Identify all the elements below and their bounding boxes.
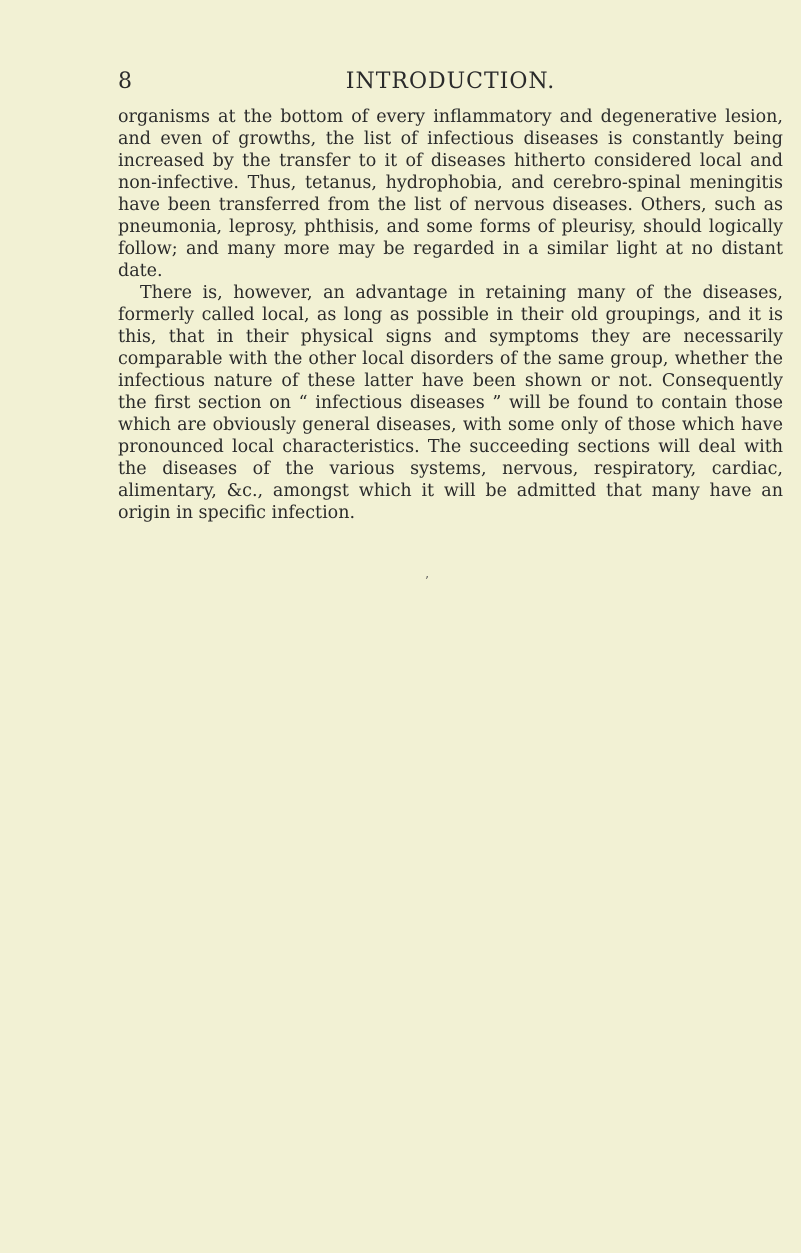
paragraph-2: There is, however, an advantage in retaining many of the diseases, formerly called local, as long as possible in their old groupings, and it is this, that in their physical signs and symptoms they are necessarily comparable with the other local disorders of the same group, whether the infectious nature of these latter have been shown or not. Consequently the first section on “ infectious diseases ” will be found to contain those which are obviously general diseases, with some only of those which have pronounced local characteristics. The succeeding sections will deal with the diseases of the various systems, nervous, respiratory, cardiac, alimentary, &c., amongst which it will be admitted that many have an origin in specific infection.: [118, 283, 783, 523]
paragraph-1: organisms at the bottom of every inflammatory and degenerative lesion, and even of growths, the list of infectious diseases is constantly being increased by the transfer to it of diseases hitherto considered local and non-infective. Thus, tetanus, hydrophobia, and cerebro-spinal meningitis have been transferred from the list of nervous diseases. Others, such as pneumonia, leprosy, phthisis, and some forms of pleurisy, should logically follow; and many more may be regarded in a similar light at no distant date.: [118, 107, 783, 281]
page-header: [118, 70, 783, 98]
body-text: [118, 106, 783, 524]
stray-mark: ’: [425, 574, 429, 588]
page-number: 8: [118, 69, 133, 94]
running-head: INTRODUCTION.: [345, 69, 556, 94]
